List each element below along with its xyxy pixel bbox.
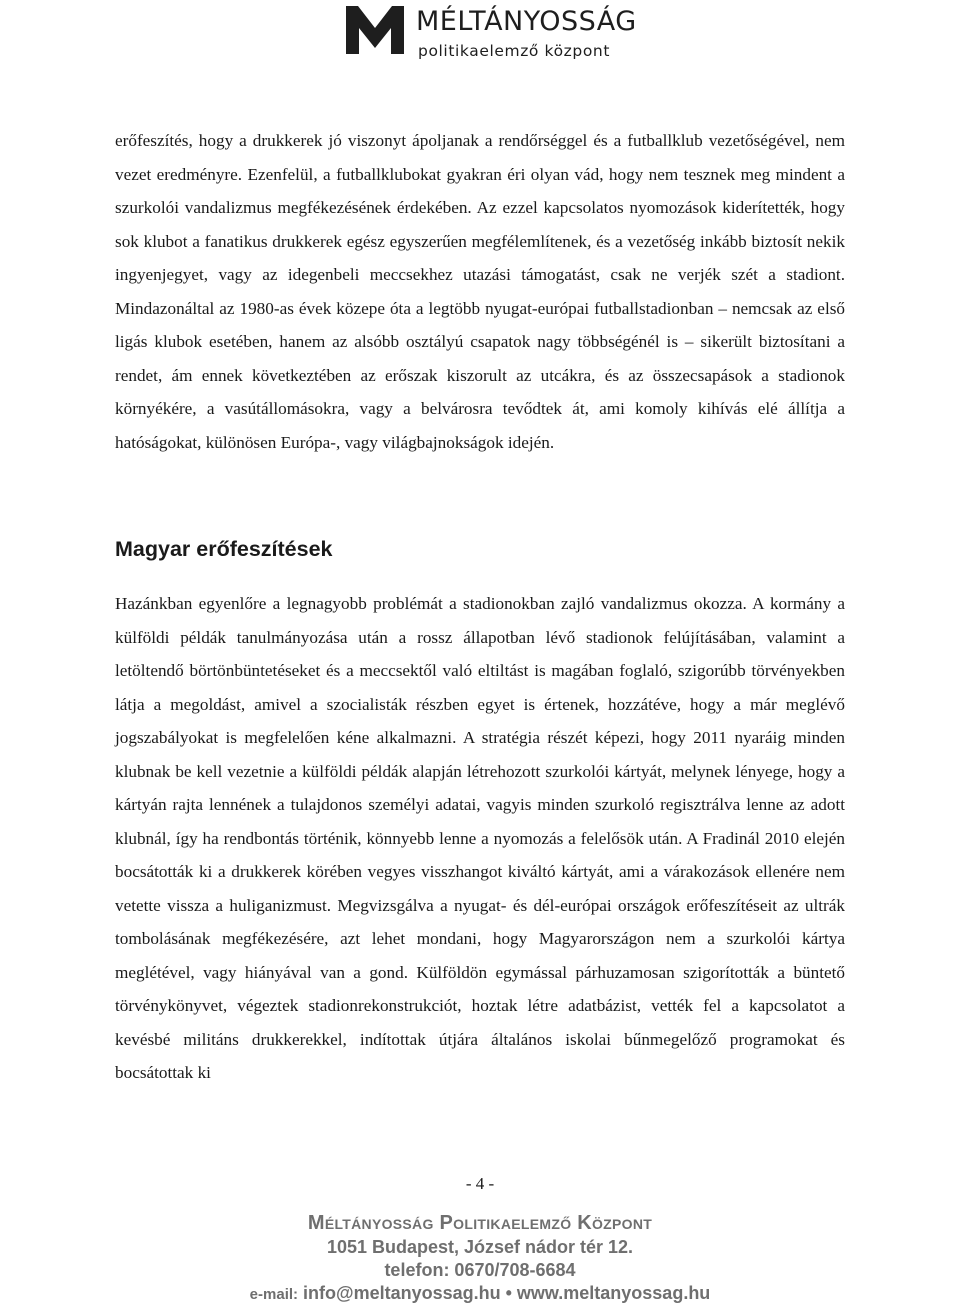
footer-contact [0, 1282, 960, 1306]
footer-org-name: Méltányosság Politikaelemző Központ [307, 1212, 653, 1234]
m-monogram-icon [344, 4, 406, 56]
section-heading: Magyar erőfeszítések [115, 537, 333, 561]
brand-title: MÉLTÁNYOSSÁG [416, 6, 637, 37]
page-number: - 4 - [465, 1174, 495, 1193]
footer-address: 1051 Budapest, József nádor tér 12. [326, 1237, 634, 1257]
header-logo [344, 4, 637, 60]
footer-email-label: e-mail: [249, 1286, 299, 1303]
footer [0, 1210, 960, 1306]
footer-email-web: info@meltanyossag.hu • www.meltanyossag.hu [303, 1283, 711, 1303]
footer-phone: telefon: 0670/708-6684 [384, 1260, 576, 1280]
paragraph-continued: erőfeszítés, hogy a drukkerek jó viszonyt ápoljanak a rendőrséggel és a futballklub vezetőségével, nem vezet eredményre. Ezenfelül, a futballklubokat gyakran éri olyan vád, hogy nem tesznek meg mindent a szurkolói vandalizmus megfékezésének érdekében. Az ezzel kapcsolatos nyomozások kiderítették, hogy sok klubot a fanatikus drukkerek egész egyszerűen megfélemlítenek, és a vezetőség inkább biztosít nekik ingyenjegyet, vagy az idegenbeli meccsekhez utazási támogatást, csak ne verjék szét a stadiont. Mindazonáltal az 1980-as évek közepe óta a legtöbb nyugat-európai futballstadionban – nemcsak az első ligás klubok esetében, hanem az alsóbb osztályú csapatok nagy többségénél is – sikerült biztosítani a rendet, ám ennek következtében az erőszak kiszorult az utcákra, és az összecsapások a stadionok környékére, a vasútállomásokra, vagy a belvárosra tevődtek át, ami komoly kihívás elé állítja a hatóságokat, különösen Európa-, vagy világbajnokságok idején. [115, 131, 845, 452]
document-body [115, 124, 845, 1090]
paragraph-magyar-erofeszitesek: Hazánkban egyenlőre a legnagyobb problémát a stadionokban zajló vandalizmus okozza. A kormány a külföldi példák tanulmányozása után a rossz állapotban lévő stadionok felújításában, valamint a letöltendő börtönbüntetéseket és a meccsektől való eltiltást is magában foglaló, szigorúbb törvényekben látja a megoldást, amivel a szocialisták részben egyet is értenek, hozzátéve, hogy a már meglévő jogszabályokat is megfelelően kéne alkalmazni. A stratégia részét képezi, hogy 2011 nyaráig minden klubnak be kell vezetnie a külföldi példák alapján létrehozott szurkolói kártyát, melynek lényege, hogy a kártyán rajta lennének a tulajdonos személyi adatai, vagyis minden szurkoló regisztrálva lenne az adott klubnál, így ha rendbontás történik, könnyebb lenne a nyomozás a felelősök után. A Fradinál 2010 elején bocsátották ki a drukkerek körében vegyes visszhangot kiváltó kártyát, ami a várakozások ellenére nem vetette vissza a huliganizmust. Megvizsgálva a nyugat- és dél-európai országok erőfeszítéseit az ultrák tombolásának megfékezésére, azt lehet mondani, hogy Magyarországon nem a szurkolói kártya meglétével, vagy hiányával van a gond. Külföldön egymással párhuzamosan szigorították a büntető törvénykönyvet, végeztek stadionrekonstrukciót, hoztak létre adatbázist, vették fel a kapcsolatot a kevésbé militáns drukkerekkel, indítottak útjára általános iskolai bűnmegelőző programokat és bocsátottak ki [115, 594, 845, 1082]
brand-subtitle: politikaelemző központ [418, 42, 611, 60]
